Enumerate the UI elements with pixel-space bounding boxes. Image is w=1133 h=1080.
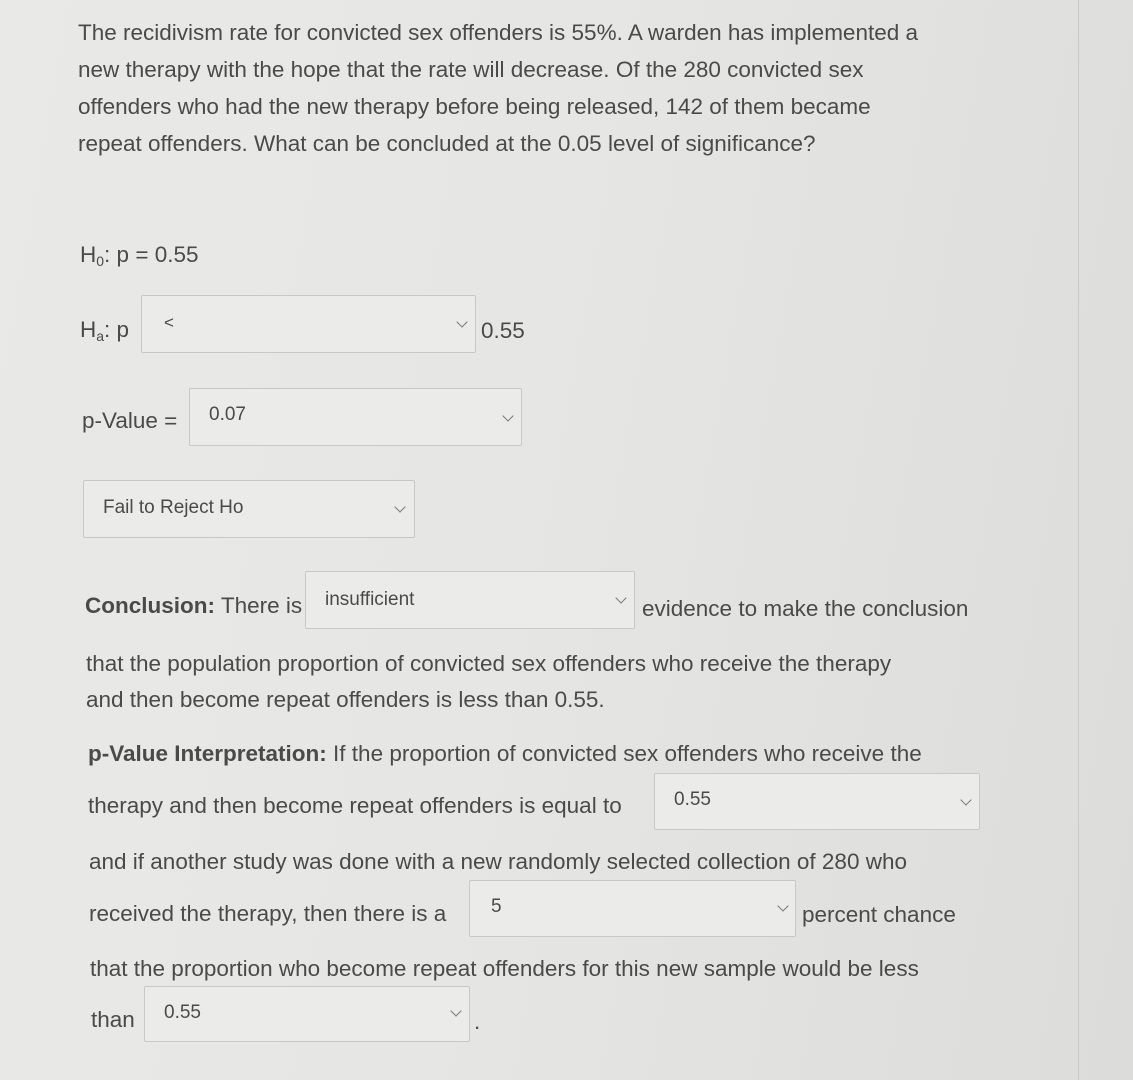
interpretation-line-2: therapy and then become repeat offenders is equal to bbox=[88, 793, 622, 818]
interpretation-threshold-select[interactable] bbox=[144, 986, 470, 1042]
p-value-selected: 0.07 bbox=[209, 404, 246, 425]
chevron-down-icon bbox=[450, 1005, 461, 1016]
chevron-down-icon bbox=[394, 501, 405, 512]
interpretation-percent-selected: 5 bbox=[491, 896, 502, 917]
panel-divider bbox=[1078, 0, 1079, 1080]
null-subscript: 0 bbox=[96, 253, 105, 269]
question-line-2: new therapy with the hope that the rate will decrease. Of the 280 convicted sex bbox=[78, 57, 864, 82]
interpretation-line-3: and if another study was done with a new randomly selected collection of 280 who bbox=[89, 849, 907, 874]
conclusion-line-3: and then become repeat offenders is less than 0.55. bbox=[86, 687, 605, 712]
interpretation-line-4: received the therapy, then there is a bbox=[89, 901, 447, 926]
alt-operator-select[interactable] bbox=[141, 295, 476, 353]
conclusion-after: evidence to make the conclusion bbox=[642, 596, 969, 621]
chevron-down-icon bbox=[502, 410, 513, 421]
conclusion-line-2: that the population proportion of convicted sex offenders who receive the therapy bbox=[86, 651, 892, 676]
interpretation-end: . bbox=[474, 1009, 481, 1034]
decision-selected: Fail to Reject Ho bbox=[103, 497, 244, 518]
interpretation-threshold-selected: 0.55 bbox=[164, 1002, 201, 1023]
question-line-1: The recidivism rate for convicted sex offenders is 55%. A warden has implemented a bbox=[78, 20, 919, 45]
alt-operator-value: < bbox=[164, 313, 174, 332]
conclusion-select[interactable] bbox=[305, 571, 635, 629]
interpretation-line-5: that the proportion who become repeat offenders for this new sample would be less bbox=[90, 956, 919, 981]
decision-select[interactable] bbox=[83, 480, 415, 538]
question-line-4: repeat offenders. What can be concluded at the 0.05 level of significance? bbox=[78, 131, 816, 156]
interpretation-proportion-selected: 0.55 bbox=[674, 789, 711, 810]
chevron-down-icon bbox=[960, 794, 971, 805]
alt-hypothesis-value: 0.55 bbox=[481, 318, 525, 343]
alt-hypothesis-label: $H_a$: p bbox=[80, 317, 130, 344]
p-value-label: p-Value = bbox=[82, 408, 178, 433]
null-hypothesis: $H_0$: p = 0.55 bbox=[80, 242, 199, 269]
interpretation-proportion-select[interactable] bbox=[654, 773, 980, 830]
conclusion-selected: insufficient bbox=[325, 589, 415, 610]
question-line-3: offenders who had the new therapy before being released, 142 of them became bbox=[78, 94, 871, 119]
interpretation-percent-select[interactable] bbox=[469, 880, 796, 937]
interpretation-line-6: than bbox=[91, 1007, 135, 1032]
p-value-select[interactable] bbox=[189, 388, 522, 446]
conclusion-label: Conclusion: There is bbox=[85, 593, 303, 618]
interpretation-line-1: p-Value Interpretation: If the proportion of convicted sex offenders who receive the bbox=[88, 741, 922, 766]
chevron-down-icon bbox=[615, 592, 626, 603]
interpretation-line-4b: percent chance bbox=[802, 902, 956, 927]
chevron-down-icon bbox=[456, 316, 467, 327]
alt-subscript: a bbox=[96, 328, 105, 344]
chevron-down-icon bbox=[777, 900, 788, 911]
